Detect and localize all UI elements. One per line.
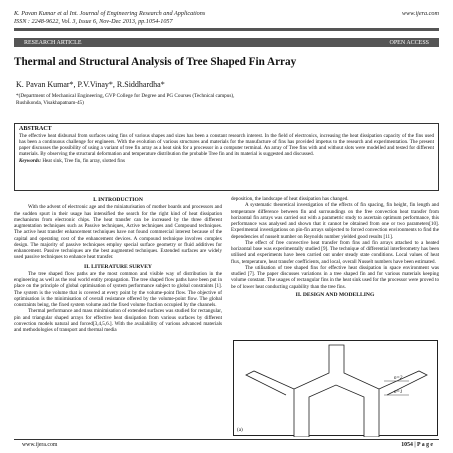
right-column — [231, 196, 439, 299]
header-rule — [14, 28, 439, 31]
section-introduction-heading: I. INTRODUCTION — [93, 197, 143, 203]
paper-authors: K. Pavan Kumar*, P.V.Vinay*, R.Siddhardha* — [16, 80, 165, 89]
abstract-text: The effective heat disbursal from surfaces using fins of various shapes and sizes has been a constant research interest. In the field of electronics, increasing the heat dissipation capacity of the fins used has been a continuous challenge for engineers. With the evolution of various structures and materials for the manufacture of fins has provided impetus to the research and experimentation. The present paper discusses the possibility of using a variant of tree fin array as a heat sink for a processor in a computer terminal. An array of Tree fins with and without slots were modelled and tested for different materials. By observing the structural deformation and temperature distribution the probable Tree fin and its material is suggested and discussed. — [19, 133, 434, 158]
banner-research-article: RESEARCH ARTICLE — [24, 39, 82, 46]
footer-website[interactable]: www.ijera.com — [22, 442, 58, 448]
header-citation: K. Pavan Kumar et al Int. Journal of Engineering Research and Applications — [14, 10, 206, 17]
keywords-line — [19, 158, 434, 164]
banner-open-access: OPEN ACCESS — [389, 39, 429, 46]
figure-label: (a) — [237, 427, 243, 433]
section-design-heading: II. DESIGN AND MODELLING — [295, 291, 375, 298]
paper-title: Thermal and Structural Analysis of Tree Shaped Fin Array — [14, 56, 297, 68]
right-paragraph-1: deposition, the landscape of heat dissipation has changed. — [231, 196, 349, 202]
footer-rule — [14, 439, 439, 440]
abstract-box — [14, 123, 439, 191]
introduction-paragraph: With the advent of electronic age and the miniaturisation of mother boards and processors and the sudden spurt in their usage has intensified the search for the right kind of heat dissipation mechanisms from electronic chips. The heat transfer can be increased by the three different augmentation techniques such as Passive techniques, Active techniques and Compound techniques. The active heat transfer enhancement techniques have not found commercial interest because of the capital and operating cost of the enhancement devices. A compound technique involves complex design. The majority of passive techniques employ special surface geometry or fluid additives for enhancement. Passive techniques are the best augmented techniques. Extended surfaces are widely used passive techniques to enhance heat transfer. — [14, 204, 222, 261]
label-n1: n=1 — [394, 390, 403, 395]
abstract-heading: ABSTRACT — [19, 126, 52, 132]
tree-fin-outline — [294, 345, 379, 437]
keywords-text: Heat sink, Tree fin, fin array, slotted fins — [42, 158, 125, 165]
tree-fin-figure — [233, 340, 438, 436]
right-branch-shape — [379, 371, 427, 395]
right-paragraph-2: A systematic theoretical investigation of the effects of fin spacing, fin height, fin length and temperature difference between fin and surroundings on the free convection heat transfer from horizontal fin arrays was carried out with a parametric study to ascertain optimum performance, this performance was analysed and shown that it cannot be obtained from one or two parameters[10]. Experimental investigations on pin-fin arrays subjected to forced convection environments to find the dependencies of nusselt number on Reynolds number yielded good results [11]. — [231, 202, 439, 240]
header-issn: ISSN : 2248-9622, Vol. 3, Issue 6, Nov-Dec 2013, pp.1054-1057 — [14, 18, 173, 25]
label-n2: n=2 — [394, 376, 403, 381]
literature-paragraph-2: Thermal performance and mass minimisation of extended surfaces was studied for rectangular, pin and triangular shaped arrays for effective heat dissipation from various surfaces by different convection models natural and forced[3,4,5,6.]. With the availability of various advanced materials and methodologies of transport and thermal media — [14, 308, 222, 333]
right-paragraph-3: The effect of free convective heat transfer from fins and fin arrays attached to a heated horizontal base was experimentally studied [9]. The technique of differential interferometry has been utilised and experiments have been carried out under steady state conditions. Local values of heat flux, temperature, heat transfer coefficients, and local, overall Nusselt numbers have been estimated. — [231, 239, 439, 265]
header-website[interactable]: www.ijera.com — [401, 10, 439, 17]
footer-page-number: 1054 | P a g e — [401, 442, 433, 448]
literature-paragraph-1: The tree shaped flow paths are the most common and visible way of distribution in the engineering as well as the real world entity propagation. The tree shaped flow paths have been put in place on the principle of global optimisation of system performance subject to global constraints [1]. The system is the volume that is covered at every point by the volume-point flow. The objective of optimisation is the minimisation of overall resistance offered by the volume-point flow. The global constraints being, the fixed system volume and the fixed volume fraction occupied by the channels. — [14, 270, 222, 308]
left-branch-shape — [246, 371, 294, 395]
keywords-label: Keywords: — [19, 158, 42, 165]
tree-fin-diagram — [234, 341, 439, 437]
left-column — [14, 196, 222, 333]
affiliation-line-2: Rushikonda, Visakhapatnam-45) — [16, 100, 84, 106]
article-banner — [14, 38, 439, 47]
section-literature-heading: II. LITERATURE SURVEY — [84, 263, 152, 270]
paper-affiliation — [16, 93, 234, 107]
affiliation-line-1: *(Department of Mechanical Engineering, GVP College for Degree and PG Courses (Technical campus), — [16, 93, 235, 99]
right-paragraph-4: The utilisation of tree shaped fins for effective heat dissipation in space environment was studied [7]. The paper discusses variations in a tree shaped fin and for various materials keeping volume constant. The usages of rectangular fins in the heat sink used for the processor were proved to be of lower heat conducting capability than the tree fins. — [231, 264, 439, 290]
